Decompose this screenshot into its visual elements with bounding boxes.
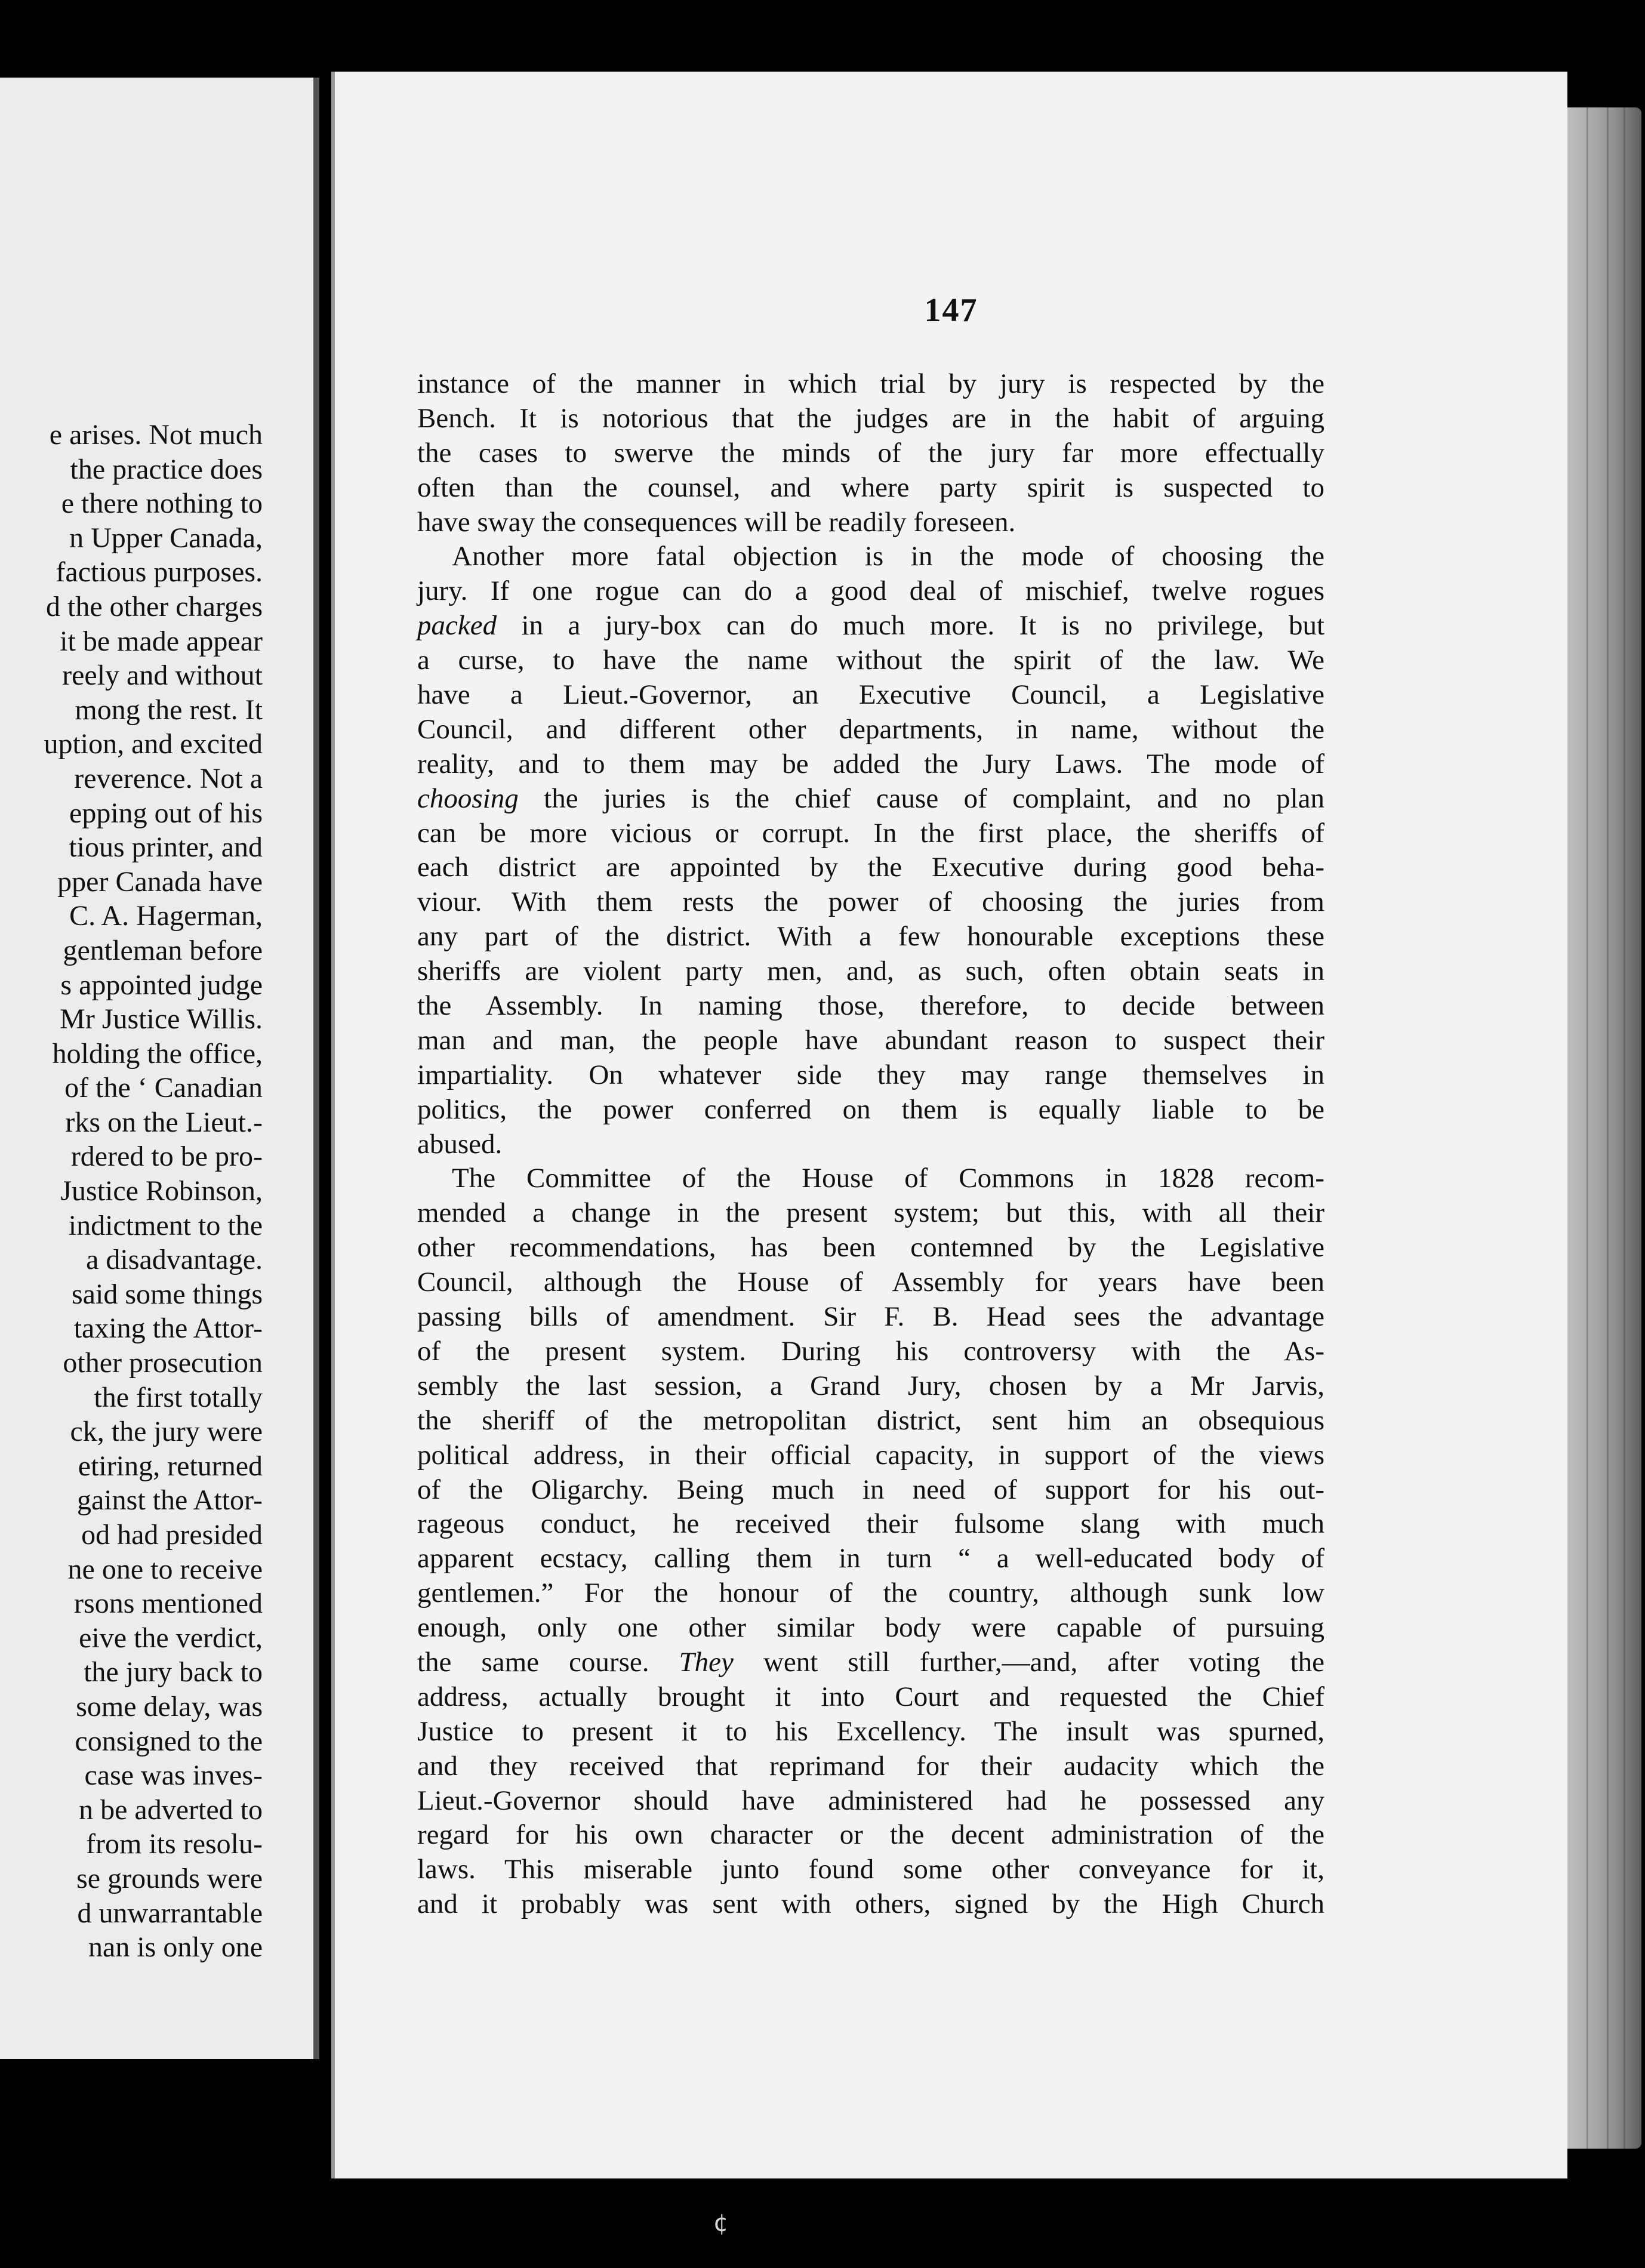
left-page-line: tious printer, and <box>69 831 263 864</box>
text-line: apparent ecstacy, calling them in turn “ a well-educated body of <box>417 1543 1324 1574</box>
left-page-line: rdered to be pro- <box>70 1141 263 1173</box>
text-line: rageous conduct, he received their fulsome slang with much <box>417 1508 1324 1540</box>
text-line: of the Oligarchy. Being much in need of support for his out- <box>417 1474 1324 1505</box>
left-page-line: od had presided <box>81 1519 263 1551</box>
text-line: Another more fatal objection is in the mode of choosing the <box>452 541 1324 572</box>
left-page-line: said some things <box>72 1278 263 1310</box>
text-line: the same course. They went still further,—and, after voting the <box>417 1646 1324 1678</box>
text-line: any part of the district. With a few honourable exceptions these <box>417 921 1324 953</box>
text-line: have a Lieut.-Governor, an Executive Council, a Legislative <box>417 679 1324 711</box>
text-line: choosing the juries is the chief cause of complaint, and no plan <box>417 782 1324 814</box>
left-page-line: factious purposes. <box>56 556 263 588</box>
text-line: man and man, the people have abundant reason to suspect their <box>417 1024 1324 1056</box>
text-line: jury. If one rogue can do a good deal of mischief, twelve rogues <box>417 575 1324 607</box>
text-line: of the present system. During his controversy with the As- <box>417 1335 1324 1367</box>
text-line: regard for his own character or the decent administration of the <box>417 1819 1324 1851</box>
left-page-line: Mr Justice Willis. <box>60 1003 263 1036</box>
left-page-line: mong the rest. It <box>75 694 263 726</box>
left-page-line: se grounds were <box>76 1862 263 1894</box>
text-line: mended a change in the present system; but this, with all their <box>417 1197 1324 1229</box>
text-line: politics, the power conferred on them is equally liable to be <box>417 1093 1324 1125</box>
left-page-line: reely and without <box>62 660 263 692</box>
text-line: address, actually brought it into Court and requested the Chief <box>417 1681 1324 1712</box>
left-page-text <box>0 418 263 1965</box>
text-line: the Assembly. In naming those, therefore, to decide between <box>417 990 1324 1022</box>
text-line: abused. <box>417 1128 503 1160</box>
left-page-line: nan is only one <box>88 1931 263 1964</box>
text-line: each district are appointed by the Executive during good beha- <box>417 852 1324 883</box>
text-line: the sheriff of the metropolitan district, sent him an obsequious <box>417 1404 1324 1436</box>
text-line: and they received that reprimand for their audacity which the <box>417 1750 1324 1782</box>
left-page-line: ck, the jury were <box>70 1416 263 1448</box>
text-line: laws. This miserable junto found some other conveyance for it, <box>417 1854 1324 1885</box>
text-line: passing bills of amendment. Sir F. B. Head sees the advantage <box>417 1301 1324 1333</box>
left-page-line: it be made appear <box>60 625 263 657</box>
left-page-line: e arises. Not much <box>49 419 263 451</box>
text-line: and it probably was sent with others, signed by the High Church <box>417 1888 1324 1920</box>
text-line: Bench. It is notorious that the judges are in the habit of arguing <box>417 402 1324 434</box>
left-page-line: epping out of his <box>69 797 263 829</box>
text-line: Justice to present it to his Excellency. The insult was spurned, <box>417 1715 1324 1747</box>
left-page-line: eive the verdict, <box>79 1622 263 1654</box>
left-page-line: the jury back to <box>84 1656 263 1688</box>
text-line: enough, only one other similar body were capable of pursuing <box>417 1612 1324 1644</box>
left-page-line: d unwarrantable <box>77 1897 263 1929</box>
left-page-line: some delay, was <box>76 1690 263 1722</box>
left-page-line: Justice Robinson, <box>60 1175 263 1207</box>
text-line: sembly the last session, a Grand Jury, chosen by a Mr Jarvis, <box>417 1370 1324 1401</box>
text-line: Council, although the House of Assembly for years have been <box>417 1266 1324 1298</box>
text-line: often than the counsel, and where party spirit is suspected to <box>417 472 1324 503</box>
text-line: impartiality. On whatever side they may range themselves in <box>417 1059 1324 1090</box>
right-page <box>331 72 1567 2178</box>
left-page-line: e there nothing to <box>61 488 263 520</box>
text-line: Lieut.-Governor should have administered had he possessed any <box>417 1785 1324 1816</box>
left-page-line: d the other charges <box>46 590 263 623</box>
text-line: Council, and different other departments, in name, without the <box>417 713 1324 745</box>
left-page-line: other prosecution <box>63 1347 263 1379</box>
text-line: gentlemen.” For the honour of the country, although sunk low <box>417 1577 1324 1609</box>
left-page-line: taxing the Attor- <box>73 1312 263 1345</box>
text-line: viour. With them rests the power of choosing the juries from <box>417 886 1324 918</box>
left-page-line: n Upper Canada, <box>69 522 263 554</box>
left-page-line: reverence. Not a <box>74 762 263 794</box>
left-page-line: gainst the Attor- <box>77 1484 263 1517</box>
left-page-line: etiring, returned <box>78 1450 263 1482</box>
left-page-line: gentleman before <box>63 934 263 966</box>
text-line: The Committee of the House of Commons in 1828 recom- <box>452 1163 1324 1194</box>
left-page-line: a disadvantage. <box>86 1244 263 1276</box>
page-number: 147 <box>924 292 978 329</box>
text-line: have sway the consequences will be readily foreseen. <box>417 506 1016 538</box>
text-line: sheriffs are violent party men, and, as such, often obtain seats in <box>417 956 1324 987</box>
left-page-line: uption, and excited <box>44 728 263 760</box>
text-line: political address, in their official capacity, in support of the views <box>417 1439 1324 1471</box>
text-line: the cases to swerve the minds of the jury far more effectually <box>417 437 1324 469</box>
text-line: can be more vicious or corrupt. In the first place, the sheriffs of <box>417 817 1324 849</box>
left-page-line: indictment to the <box>68 1209 263 1241</box>
left-page <box>0 78 319 2059</box>
left-page-line: C. A. Hagerman, <box>69 900 263 932</box>
left-page-line: ne one to receive <box>67 1553 263 1585</box>
left-page-line: rks on the Lieut.- <box>65 1106 263 1138</box>
text-line: packed in a jury-box can do much more. It is no privilege, but <box>417 610 1324 642</box>
body-text <box>417 367 1324 1922</box>
text-line: a curse, to have the name without the spirit of the law. We <box>417 645 1324 676</box>
left-page-line: consigned to the <box>75 1725 263 1757</box>
text-line: other recommendations, has been contemned by the Legislative <box>417 1232 1324 1264</box>
left-page-line: case was inves- <box>84 1759 263 1792</box>
left-page-line: s appointed judge <box>60 969 263 1001</box>
left-page-line: holding the office, <box>52 1037 263 1070</box>
left-page-line: from its resolu- <box>86 1828 263 1860</box>
left-page-line: n be adverted to <box>79 1794 263 1826</box>
left-page-line: the first totally <box>94 1381 263 1413</box>
left-page-line: pper Canada have <box>57 865 263 898</box>
stray-mark: ¢ <box>713 2210 729 2237</box>
left-page-line: the practice does <box>70 453 263 485</box>
left-page-line: of the ‘ Canadian <box>64 1072 263 1104</box>
text-line: instance of the manner in which trial by jury is respected by the <box>417 368 1324 399</box>
text-line: reality, and to them may be added the Jury Laws. The mode of <box>417 748 1324 779</box>
left-page-line: rsons mentioned <box>74 1588 263 1620</box>
